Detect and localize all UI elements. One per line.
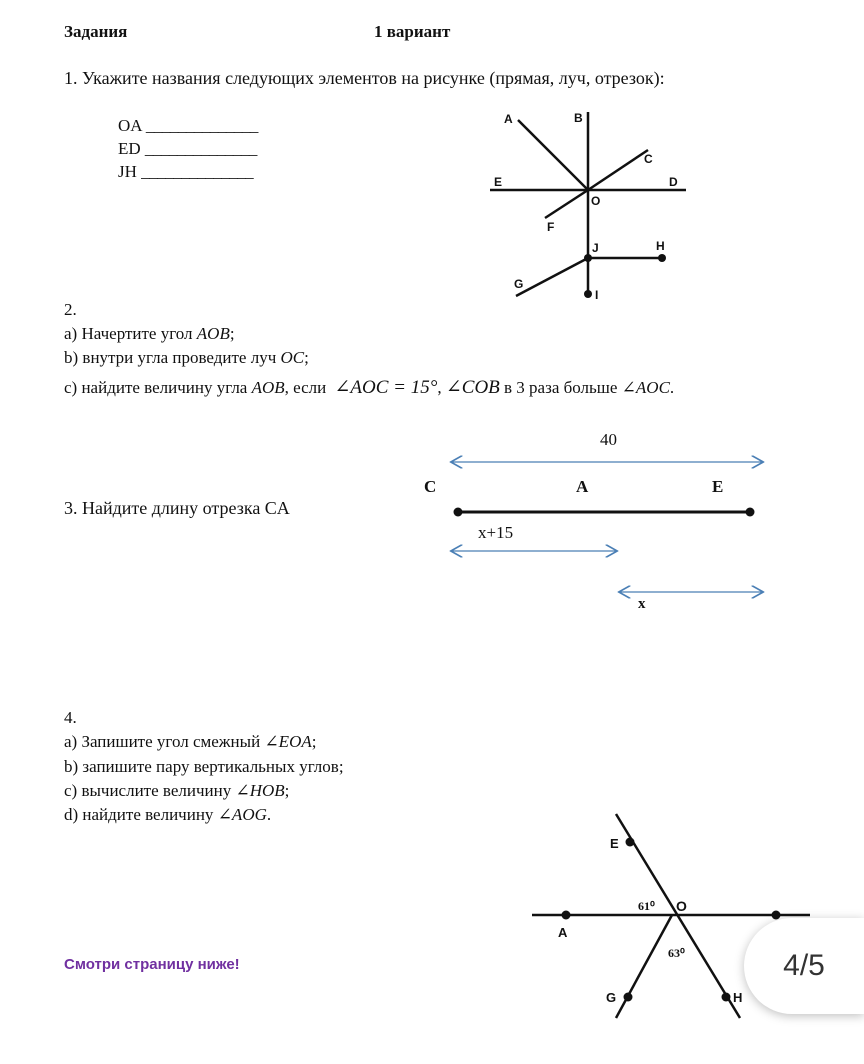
label-J: J [592, 241, 599, 255]
page-indicator-text: 4/5 [783, 949, 825, 982]
label-H: H [733, 990, 743, 1005]
text: d) найдите величину [64, 805, 218, 824]
answer-blank[interactable]: ______________ [144, 139, 257, 158]
point-A [562, 911, 571, 920]
task2-number: 2. [64, 300, 77, 319]
point-label-E: E [712, 477, 724, 496]
answer-blank[interactable]: ______________ [141, 162, 254, 181]
item-label: JH [118, 162, 137, 181]
angle-61-label: 61⁰ [638, 899, 655, 913]
text: ; [304, 348, 309, 367]
ray-OC [588, 150, 648, 190]
point-C [454, 508, 463, 517]
label-H: H [656, 239, 665, 253]
task2-c [64, 378, 674, 398]
label-O: O [676, 898, 687, 914]
left-length-label: x+15 [478, 523, 514, 542]
formula: ∠AOC = 15° [334, 377, 438, 398]
task4-number: 4. [64, 708, 77, 727]
point-E [746, 508, 755, 517]
task1-figure [0, 0, 864, 320]
task4-figure [0, 800, 864, 1064]
ray-OF [545, 190, 588, 218]
point-label-C: C [424, 477, 437, 496]
task4-b: b) запишите пару вертикальных углов; [64, 757, 344, 776]
text: b) внутри угла проведите луч [64, 348, 281, 367]
header-title: Задания [64, 22, 128, 41]
text: , если [284, 378, 331, 397]
task2-a [64, 324, 235, 344]
answer-blank[interactable]: ______________ [145, 116, 258, 135]
total-length-label: 40 [600, 430, 617, 449]
angle-63-label: 63⁰ [668, 946, 685, 960]
task4-c [64, 781, 289, 801]
point-H [722, 993, 731, 1002]
text: a) Начертите угол [64, 324, 197, 343]
point-E [626, 838, 635, 847]
label-A: A [504, 112, 513, 126]
task2-b [64, 348, 309, 368]
page-indicator [744, 918, 864, 1014]
formula: ∠AOG [217, 805, 267, 824]
text: в 3 раза больше [499, 378, 622, 397]
point-I [584, 290, 592, 298]
text: ; [311, 732, 317, 751]
ray-OG [616, 915, 672, 1018]
formula: ∠AOC [621, 378, 670, 397]
see-next-page-note: Смотри страницу ниже! [64, 956, 240, 973]
point-B [772, 911, 781, 920]
formula: ∠HOB [235, 781, 285, 800]
text: a) Запишите угол смежный [64, 732, 265, 751]
var: AOB [251, 378, 285, 397]
ray-OA [518, 120, 588, 190]
text: c) вычислите величину [64, 781, 236, 800]
label-B: B [574, 111, 583, 125]
formula: ∠COB [445, 377, 500, 398]
label-I: I [595, 288, 599, 302]
point-label-A: A [576, 477, 589, 496]
text: . [669, 378, 675, 397]
label-G: G [514, 277, 524, 291]
label-G: G [606, 990, 617, 1005]
text: , [437, 378, 446, 397]
label-C: C [644, 152, 653, 166]
text: ; [284, 781, 290, 800]
item-label: OA [118, 116, 142, 135]
point-G [624, 993, 633, 1002]
task4-a [64, 732, 316, 752]
point-J [584, 254, 592, 262]
variant-label: 1 вариант [374, 22, 451, 41]
var: OC [280, 348, 305, 367]
point-H [658, 254, 666, 262]
task3-figure [0, 420, 864, 620]
label-F: F [547, 220, 555, 234]
text: . [266, 805, 272, 824]
label-E: E [494, 175, 503, 189]
right-length-label: x [638, 596, 646, 612]
text: ; [229, 324, 235, 343]
label-O: O [591, 194, 601, 208]
text: c) найдите величину угла [64, 378, 252, 397]
label-D: D [669, 175, 678, 189]
var: AOB [196, 324, 230, 343]
formula: ∠EOA [264, 732, 312, 751]
task3-prompt: 3. Найдите длину отрезка CA [64, 498, 290, 518]
ray-JG [516, 258, 588, 296]
item-label: ED [118, 139, 141, 158]
task1-prompt: 1. Укажите названия следующих элементов на рисунке (прямая, луч, отрезок): [64, 68, 665, 88]
label-E: E [610, 836, 619, 851]
label-A: A [558, 925, 568, 940]
